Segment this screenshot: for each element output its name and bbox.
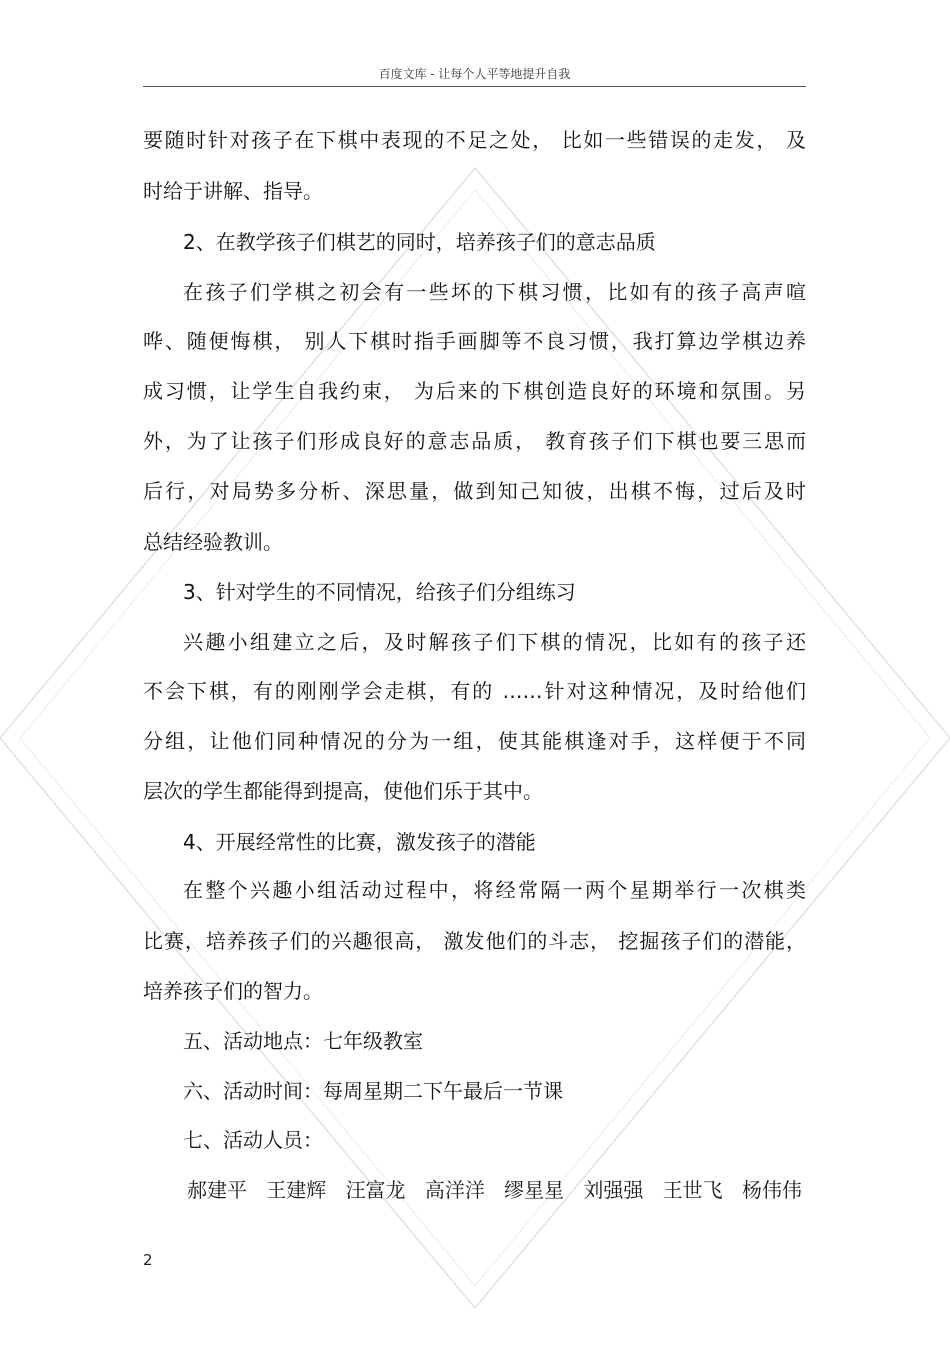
text-line-5: 哗、随便悔棋， 别人下棋时指手画脚等不良习惯，我打算边学棋边养 [143,329,806,353]
text-line-14: 层次的学生都能得到提高，使他们乐于其中。 [143,779,543,803]
text-line-18: 培养孩子们的智力。 [143,979,323,1003]
page-number: 2 [143,1251,153,1269]
section-heading-3: 3、针对学生的不同情况，给孩子们分组练习 [183,580,576,604]
text-line-16: 在整个兴趣小组活动过程中，将经常隔一两个星期举行一次棋类 [183,878,806,902]
text-line-4: 在孩子们学棋之初会有一些坏的下棋习惯，比如有的孩子高声喧 [183,280,806,304]
section-heading-time: 六、活动时间：每周星期二下午最后一节课 [183,1079,563,1103]
member-list [187,1175,802,1205]
member-name: 刘强强 [583,1178,644,1202]
member-name: 汪富龙 [345,1178,406,1202]
member-name: 郝建平 [187,1178,247,1202]
member-name: 王建辉 [266,1178,327,1202]
page-header: 百度文库 - 让每个人平等地提升自我 [378,67,571,81]
text-line-6: 成习惯，让学生自我约束， 为后来的下棋创造良好的环境和氛围。另 [143,379,806,403]
member-name: 缪星星 [504,1178,565,1202]
section-heading-members: 七、活动人员： [183,1128,323,1152]
text-line-2: 时给于讲解、指导。 [143,179,323,203]
header-rule [143,86,806,87]
member-name: 杨伟伟 [741,1178,802,1202]
member-name: 高洋洋 [424,1178,485,1202]
text-line-7: 外，为了让孩子们形成良好的意志品质， 教育孩子们下棋也要三思而 [143,429,806,453]
section-heading-4: 4、开展经常性的比赛，激发孩子的潜能 [183,830,536,854]
text-line-9: 总结经验教训。 [143,530,283,554]
text-line-13: 分组，让他们同种情况的分为一组，使其能棋逢对手，这样便于不同 [143,729,806,753]
section-heading-2: 2、在教学孩子们棋艺的同时，培养孩子们的意志品质 [183,230,656,254]
text-line-8: 后行，对局势多分析、深思量，做到知己知彼，出棋不悔，过后及时 [143,479,806,503]
text-line-11: 兴趣小组建立之后，及时解孩子们下棋的情况，比如有的孩子还 [183,630,806,654]
section-heading-location: 五、活动地点：七年级教室 [183,1029,423,1053]
text-line-17: 比赛，培养孩子们的兴趣很高， 激发他们的斗志， 挖掘孩子们的潜能， [143,929,806,953]
text-line-1: 要随时针对孩子在下棋中表现的不足之处， 比如一些错误的走发， 及 [143,128,806,152]
member-name: 王世飞 [662,1178,723,1202]
text-line-12: 不会下棋，有的刚刚学会走棋，有的 ……针对这种情况，及时给他们 [143,679,806,703]
